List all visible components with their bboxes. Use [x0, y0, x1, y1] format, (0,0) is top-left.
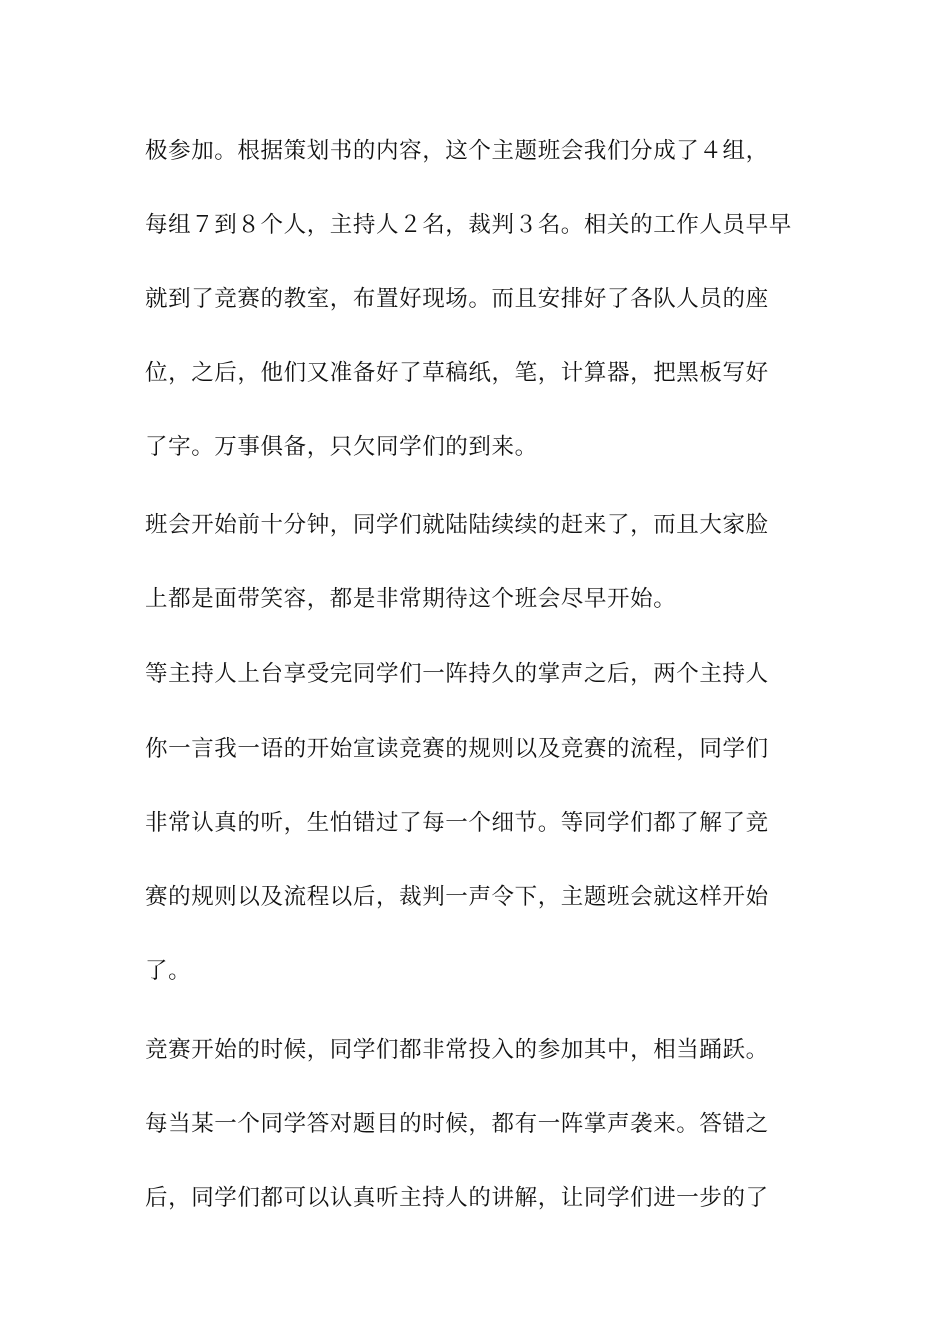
text-line: 上都是面带笑容，都是非常期待这个班会尽早开始。	[145, 586, 677, 612]
text-line: 赛的规则以及流程以后，裁判一声令下，主题班会就这样开始	[145, 884, 769, 910]
text-line: 班会开始前十分钟，同学们就陆陆续续的赶来了，而且大家脸	[145, 512, 769, 538]
text-line: 了。	[145, 958, 192, 984]
text-line: 你一言我一语的开始宣读竞赛的规则以及竞赛的流程，同学们	[145, 736, 769, 762]
text-line: 后，同学们都可以认真听主持人的讲解，让同学们进一步的了	[145, 1185, 769, 1211]
text-line: 每组７到８个人，主持人２名，裁判３名。相关的工作人员早早	[145, 212, 792, 238]
text-line: 竞赛开始的时候，同学们都非常投入的参加其中，相当踊跃。	[145, 1037, 769, 1063]
text-line: 非常认真的听，生怕错过了每一个细节。等同学们都了解了竞	[145, 810, 769, 836]
text-line: 极参加。根据策划书的内容，这个主题班会我们分成了４组，	[145, 138, 769, 164]
text-line: 了字。万事俱备，只欠同学们的到来。	[145, 434, 538, 460]
text-line: 位，之后，他们又准备好了草稿纸，笔，计算器，把黑板写好	[145, 360, 769, 386]
text-line: 每当某一个同学答对题目的时候，都有一阵掌声袭来。答错之	[145, 1111, 769, 1137]
text-line: 等主持人上台享受完同学们一阵持久的掌声之后，两个主持人	[145, 661, 769, 687]
text-line: 就到了竞赛的教室，布置好现场。而且安排好了各队人员的座	[145, 286, 769, 312]
